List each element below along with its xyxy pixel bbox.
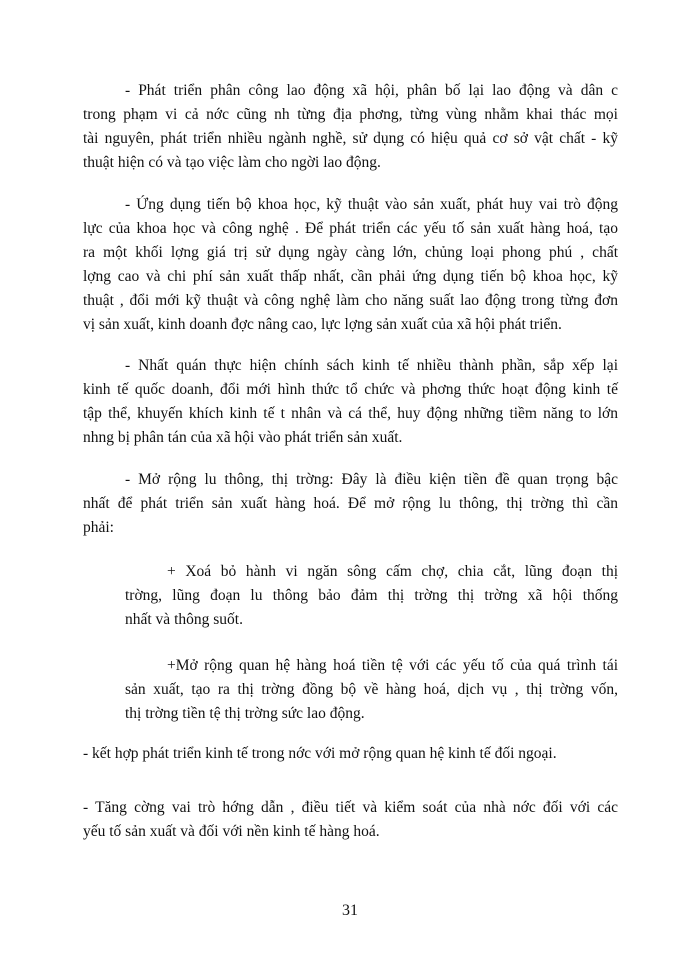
paragraph-2 [83, 193, 618, 337]
paragraph-2-line-5: thuật , đổi mới kỹ thuật và công nghệ làm cho năng suất lao động trong từng đơn [83, 292, 618, 309]
paragraph-7-line-1: - kết hợp phát triển kinh tế trong nớc với mở rộng quan hệ kinh tế đối ngoại. [83, 745, 557, 762]
paragraph-2-line-6: vị sản xuất, kinh doanh đợc nâng cao, lực lợng sản xuất của xã hội phát triển. [83, 316, 562, 333]
paragraph-6-line-1: +Mở rộng quan hệ hàng hoá tiền tệ với các yếu tố của quá trình tái [167, 657, 618, 674]
paragraph-6-line-2: sản xuất, tạo ra thị trờng đồng bộ về hàng hoá, dịch vụ , thị trờng vốn, [125, 681, 618, 698]
paragraph-1-line-2: trong phạm vi cả nớc cũng nh từng địa phơng, từng vùng nhằm khai thác mọi [83, 106, 618, 123]
paragraph-7 [83, 742, 618, 766]
paragraph-8-line-1: - Tăng cờng vai trò hớng dẫn , điều tiết và kiểm soát của nhà nớc đối với các [83, 799, 618, 816]
paragraph-3-line-3: tập thể, khuyến khích kinh tế t nhân và cá thể, huy động những tiềm năng to lớn [83, 405, 618, 422]
paragraph-5-line-1: + Xoá bỏ hành vi ngăn sông cấm chợ, chia cắt, lũng đoạn thị [167, 563, 618, 580]
paragraph-6 [125, 654, 618, 726]
paragraph-1-line-1: - Phát triển phân công lao động xã hội, phân bố lại lao động và dân c [125, 82, 618, 99]
paragraph-4-line-1: - Mở rộng lu thông, thị trờng: Đây là điều kiện tiền đề quan trọng bậc [125, 471, 618, 488]
paragraph-2-line-4: lợng cao và chi phí sản xuất thấp nhất, cần phải ứng dụng tiến bộ khoa học, kỹ [83, 268, 618, 285]
paragraph-5 [125, 560, 618, 632]
paragraph-4 [83, 468, 618, 540]
paragraph-1-line-3: tài nguyên, phát triển nhiều ngành nghề, sử dụng có hiệu quả cơ sở vật chất - kỹ [83, 130, 618, 147]
paragraph-3-line-4: nhng bị phân tán của xã hội vào phát triển sản xuất. [83, 429, 403, 446]
paragraph-3 [83, 354, 618, 450]
paragraph-2-line-2: lực của khoa học và công nghệ . Để phát triển các yếu tố sản xuất hàng hoá, tạo [83, 220, 618, 237]
paragraph-5-line-3: nhất và thông suốt. [125, 611, 243, 628]
paragraph-3-line-2: kinh tế quốc doanh, đổi mới hình thức tổ chức và phơng thức hoạt động kinh tế [83, 381, 618, 398]
paragraph-4-line-3: phải: [83, 519, 114, 536]
paragraph-5-line-2: trờng, lũng đoạn lu thông bảo đảm thị trờng thị trờng xã hội thống [125, 587, 618, 604]
page-number: 31 [342, 902, 358, 919]
paragraph-2-line-1: - Ứng dụng tiến bộ khoa học, kỹ thuật vào sản xuất, phát huy vai trò động [125, 196, 618, 213]
paragraph-1-line-4: thuật hiện có và tạo việc làm cho ngời lao động. [83, 154, 381, 171]
paragraph-1 [83, 79, 618, 175]
paragraph-4-line-2: nhất để phát triển sản xuất hàng hoá. Để mở rộng lu thông, thị trờng thì cần [83, 495, 618, 512]
paragraph-2-line-3: ra một khối lợng giá trị sử dụng ngày càng lớn, chủng loại phong phú , chất [83, 244, 618, 261]
paragraph-3-line-1: - Nhất quán thực hiện chính sách kinh tế nhiều thành phần, sắp xếp lại [125, 357, 618, 374]
paragraph-8 [83, 796, 618, 844]
paragraph-6-line-3: thị trờng tiền tệ thị trờng sức lao động. [125, 705, 365, 722]
paragraph-8-line-2: yếu tố sản xuất và đối với nền kinh tế hàng hoá. [83, 823, 380, 840]
